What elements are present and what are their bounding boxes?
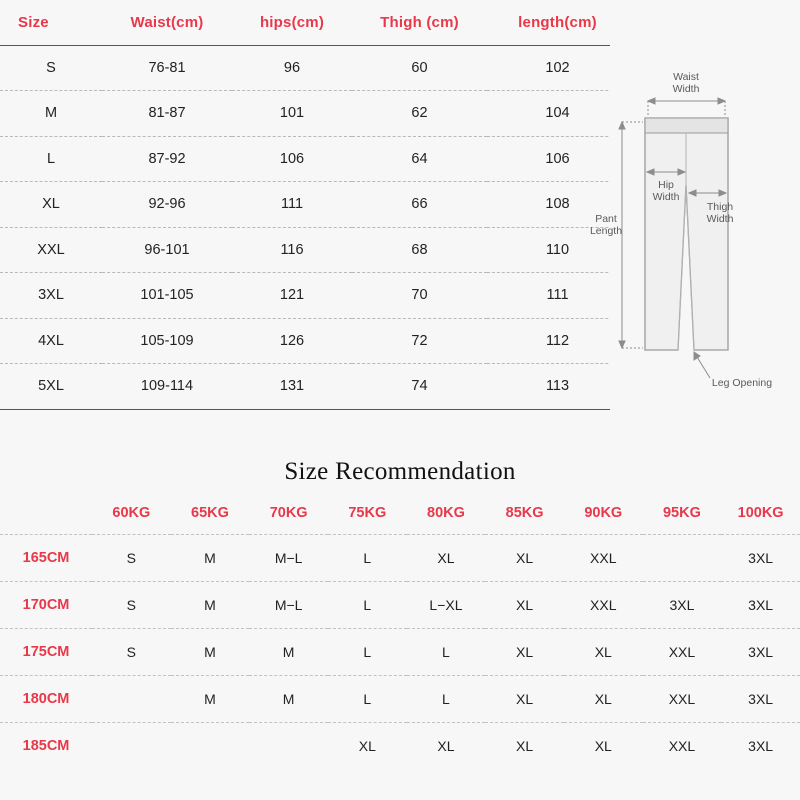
cell-hips: 106 xyxy=(232,136,352,182)
header-size: Size xyxy=(0,0,102,45)
row-header-height: 180CM xyxy=(22,691,70,707)
header-corner xyxy=(0,492,92,535)
cell-length: 108 xyxy=(487,182,628,228)
cell-length: 113 xyxy=(487,364,628,410)
rec-cell: XXL xyxy=(668,738,696,754)
rec-cell: XL xyxy=(594,644,612,660)
row-header-height: 165CM xyxy=(22,550,70,566)
rec-cell: L xyxy=(363,550,372,566)
header-weight-90kg: 90KG xyxy=(584,505,623,521)
cell-length: 111 xyxy=(487,273,628,319)
pants-diagram-svg xyxy=(590,0,800,440)
rec-cell xyxy=(92,676,171,723)
hip-width-label-line1: Hip xyxy=(658,179,674,191)
rec-cell: XXL xyxy=(668,644,696,660)
rec-cell: L xyxy=(442,691,450,707)
cell-hips: 111 xyxy=(232,182,352,228)
cell-size: L xyxy=(0,136,102,182)
rec-cell xyxy=(92,723,171,770)
pant-length-label-line1: Pant xyxy=(595,213,617,225)
table-row xyxy=(0,676,800,723)
row-header-height: 185CM xyxy=(22,738,70,754)
cell-size: 5XL xyxy=(0,364,102,410)
rec-cell: XL xyxy=(594,691,612,707)
pants-measurement-diagram xyxy=(590,0,800,440)
rec-cell: XXL xyxy=(590,550,617,566)
rec-cell xyxy=(249,723,328,770)
header-weight-60kg: 60KG xyxy=(112,505,151,521)
header-weight-75kg: 75KG xyxy=(348,505,387,521)
cell-waist: 105-109 xyxy=(102,318,232,364)
waist-width-label-line1: Waist xyxy=(673,71,699,83)
rec-cell: XL xyxy=(437,550,455,566)
cell-length: 106 xyxy=(487,136,628,182)
header-weight-65kg: 65KG xyxy=(191,505,229,521)
cell-thigh: 64 xyxy=(352,136,487,182)
cell-thigh: 72 xyxy=(352,318,487,364)
hip-width-label-line2: Width xyxy=(652,191,680,203)
rec-cell xyxy=(171,723,250,770)
table-row xyxy=(0,91,628,137)
rec-cell xyxy=(643,535,722,582)
pant-length-label-line2: Length xyxy=(590,225,623,237)
cell-size: XL xyxy=(0,182,102,228)
rec-cell: L xyxy=(363,597,372,613)
cell-waist: 87-92 xyxy=(102,136,232,182)
rec-cell: 3XL xyxy=(748,550,774,566)
rec-cell: 3XL xyxy=(748,597,774,613)
rec-cell: XL xyxy=(437,738,455,754)
rec-cell: 3XL xyxy=(748,644,774,660)
rec-cell: 3XL xyxy=(669,597,695,613)
rec-cell: M xyxy=(204,597,216,613)
rec-cell: L xyxy=(363,644,372,660)
cell-length: 112 xyxy=(487,318,628,364)
cell-length: 104 xyxy=(487,91,628,137)
leg-opening-dimension xyxy=(694,352,710,378)
rec-cell: XL xyxy=(516,691,534,707)
table-row xyxy=(0,582,800,629)
table-row xyxy=(0,535,800,582)
cell-size: XXL xyxy=(0,227,102,273)
rec-cell: M xyxy=(204,691,216,707)
rec-cell: XL xyxy=(516,738,534,754)
size-table-header-row xyxy=(0,0,628,45)
rec-cell: 3XL xyxy=(748,738,774,754)
table-row xyxy=(0,227,628,273)
size-recommendation-section xyxy=(0,440,800,800)
cell-hips: 96 xyxy=(232,45,352,91)
cell-hips: 101 xyxy=(232,91,352,137)
rec-cell: S xyxy=(126,597,136,613)
size-table-head xyxy=(0,0,628,45)
rec-cell: S xyxy=(126,550,136,566)
size-table-container xyxy=(0,0,610,440)
cell-hips: 116 xyxy=(232,227,352,273)
rec-cell: M xyxy=(204,550,216,566)
cell-thigh: 62 xyxy=(352,91,487,137)
header-weight-85kg: 85KG xyxy=(505,505,544,521)
table-row xyxy=(0,318,628,364)
cell-thigh: 66 xyxy=(352,182,487,228)
rec-cell: L xyxy=(363,691,372,707)
rec-cell: XXL xyxy=(590,597,617,613)
row-header-height: 175CM xyxy=(22,644,70,660)
cell-size: 4XL xyxy=(0,318,102,364)
rec-cell: XL xyxy=(358,738,376,754)
cell-thigh: 74 xyxy=(352,364,487,410)
rec-cell: 3XL xyxy=(748,691,774,707)
table-row xyxy=(0,629,800,676)
rec-cell: M xyxy=(204,644,216,660)
rec-cell: L−XL xyxy=(429,597,463,613)
cell-size: 3XL xyxy=(0,273,102,319)
cell-thigh: 60 xyxy=(352,45,487,91)
thigh-width-label-line1: Thigh xyxy=(706,201,734,213)
table-row xyxy=(0,723,800,770)
recommendation-table xyxy=(0,492,800,769)
rec-cell: XXL xyxy=(668,691,696,707)
rec-cell: XL xyxy=(516,550,534,566)
recommendation-title: Size Recommendation xyxy=(284,458,516,485)
cell-waist: 76-81 xyxy=(102,45,232,91)
header-hips: hips(cm) xyxy=(232,0,352,45)
size-table-body xyxy=(0,45,628,409)
cell-waist: 92-96 xyxy=(102,182,232,228)
header-weight-95kg: 95KG xyxy=(662,505,701,521)
cell-waist: 101-105 xyxy=(102,273,232,319)
table-row xyxy=(0,364,628,410)
rec-cell: S xyxy=(126,644,136,660)
recommendation-table-body xyxy=(0,535,800,770)
cell-hips: 131 xyxy=(232,364,352,410)
cell-length: 102 xyxy=(487,45,628,91)
header-weight-80kg: 80KG xyxy=(427,505,465,521)
header-length: length(cm) xyxy=(487,0,628,45)
leg-opening-label: Leg Opening xyxy=(711,377,773,389)
table-row xyxy=(0,273,628,319)
cell-hips: 121 xyxy=(232,273,352,319)
waist-width-dimension xyxy=(648,98,725,116)
table-row xyxy=(0,45,628,91)
rec-cell: M−L xyxy=(274,550,303,566)
header-thigh: Thigh (cm) xyxy=(352,0,487,45)
waist-width-label-line2: Width xyxy=(672,83,700,95)
rec-cell: XL xyxy=(594,738,612,754)
size-table xyxy=(0,0,628,410)
rec-cell: M xyxy=(282,644,295,660)
cell-waist: 81-87 xyxy=(102,91,232,137)
cell-size: M xyxy=(0,91,102,137)
cell-waist: 109-114 xyxy=(102,364,232,410)
rec-cell: XL xyxy=(516,644,534,660)
rec-cell: M xyxy=(282,691,295,707)
rec-cell: L xyxy=(442,644,450,660)
cell-hips: 126 xyxy=(232,318,352,364)
rec-cell: XL xyxy=(516,597,534,613)
cell-thigh: 70 xyxy=(352,273,487,319)
table-row xyxy=(0,136,628,182)
header-weight-100kg: 100KG xyxy=(737,505,784,521)
cell-length: 110 xyxy=(487,227,628,273)
header-weight-70kg: 70KG xyxy=(269,505,308,521)
table-row xyxy=(0,182,628,228)
cell-size: S xyxy=(0,45,102,91)
cell-waist: 96-101 xyxy=(102,227,232,273)
row-header-height: 170CM xyxy=(22,597,70,613)
pant-length-dimension xyxy=(619,122,643,348)
waistband xyxy=(645,118,728,133)
header-waist: Waist(cm) xyxy=(102,0,232,45)
recommendation-table-head xyxy=(0,492,800,535)
rec-cell: M−L xyxy=(274,597,303,613)
thigh-width-label-line2: Width xyxy=(706,213,734,225)
cell-thigh: 68 xyxy=(352,227,487,273)
recommendation-header-row xyxy=(0,492,800,535)
